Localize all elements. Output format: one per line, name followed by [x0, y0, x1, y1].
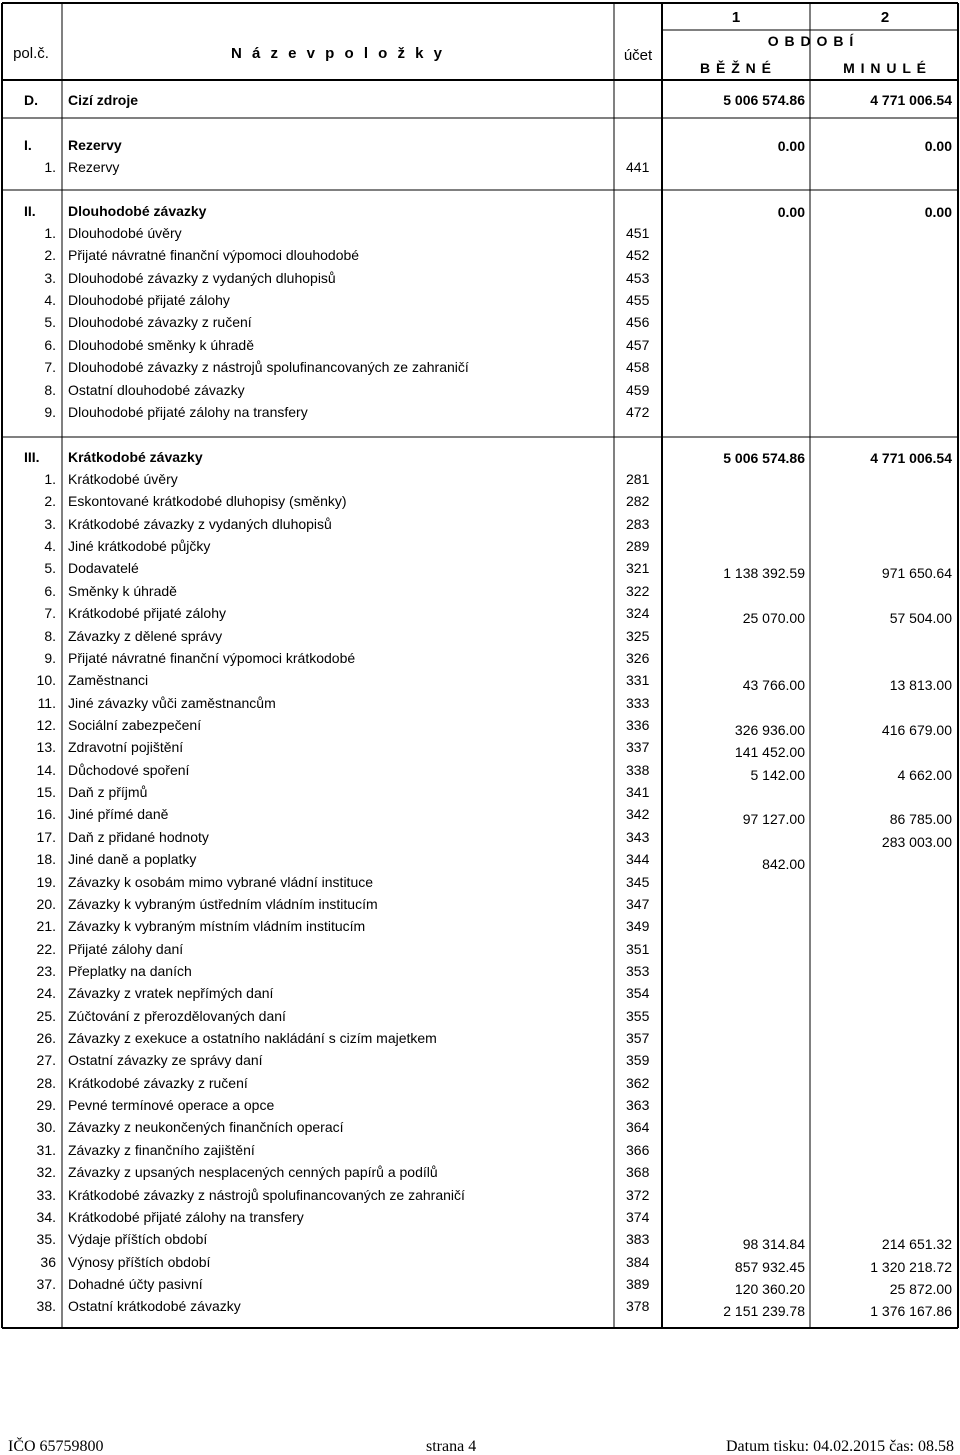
- row-number: 2.: [44, 247, 56, 264]
- row-name: Ostatní krátkodobé závazky: [68, 1298, 241, 1315]
- row-previous-value: 13 813.00: [889, 677, 952, 694]
- row-previous-value: 1 376 167.86: [870, 1303, 952, 1320]
- row-number: 32.: [36, 1164, 56, 1181]
- row-previous-value: 4 662.00: [897, 766, 952, 783]
- row-account: 374: [626, 1208, 650, 1225]
- row-name: Krátkodobé závazky z ručení: [68, 1074, 248, 1091]
- row-number: 31.: [36, 1141, 56, 1158]
- section-title: Rezervy: [68, 137, 122, 153]
- row-previous-value: 214 651.32: [881, 1236, 952, 1253]
- row-account: 281: [626, 471, 650, 487]
- row-previous-value: 86 785.00: [889, 811, 952, 828]
- row-number: 6.: [44, 336, 56, 353]
- row-number: 19.: [36, 873, 56, 890]
- row-number: 34.: [36, 1208, 56, 1225]
- row-name: Přeplatky na daních: [68, 962, 192, 979]
- row-account: 331: [626, 672, 650, 689]
- row-number: 36: [40, 1253, 56, 1270]
- row-account: 343: [626, 828, 650, 845]
- row-number: 8.: [44, 381, 56, 398]
- row-name: Závazky z exekuce a ostatního nakládání s cizím majetkem: [68, 1030, 437, 1046]
- row-account: 336: [626, 717, 650, 733]
- row-account: 333: [626, 694, 650, 711]
- row-number: 9.: [44, 403, 56, 420]
- row-name: Přijaté návratné finanční výpomoci dlouhodobé: [68, 247, 360, 264]
- row-account: 342: [626, 806, 650, 823]
- row-account: 368: [626, 1164, 650, 1181]
- col-name-header: N á z e v p o l o ž k y: [230, 45, 446, 62]
- current-period-header: B Ě Ž N É: [699, 60, 772, 76]
- row-name: Sociální zabezpečení: [68, 717, 202, 733]
- row-number: 26.: [36, 1030, 56, 1046]
- row-account: 366: [626, 1141, 650, 1158]
- row-current-value: 857 932.45: [734, 1258, 805, 1275]
- row-number: 23.: [36, 962, 56, 979]
- previous-period-header: M I N U L É: [843, 60, 927, 76]
- section-title: Krátkodobé závazky: [68, 449, 203, 465]
- row-number: 12.: [36, 717, 56, 733]
- row-account: 347: [626, 895, 650, 912]
- row-name: Dlouhodobé přijaté zálohy: [68, 292, 230, 309]
- row-number: 1.: [44, 225, 56, 241]
- row-number: 4.: [44, 292, 56, 309]
- row-number: 2.: [44, 493, 56, 510]
- col1-number: 1: [731, 9, 741, 26]
- row-previous-value: 971 650.64: [881, 565, 952, 582]
- period-header: O B D O B Í: [767, 33, 855, 49]
- row-current-value: 2 151 239.78: [723, 1303, 805, 1320]
- row-account: 282: [626, 493, 650, 510]
- row-name: Jiné krátkodobé půjčky: [68, 538, 211, 555]
- row-name: Důchodové spoření: [68, 761, 190, 778]
- row-number: 28.: [36, 1074, 56, 1091]
- row-name: Závazky k osobám mimo vybrané vládní instituce: [68, 873, 374, 890]
- row-current-value: 97 127.00: [742, 811, 805, 828]
- row-number: 14.: [36, 761, 56, 778]
- row-account: 322: [626, 582, 650, 599]
- total-code: D.: [24, 92, 38, 108]
- row-name: Dodavatelé: [68, 560, 139, 577]
- row-name: Daň z přidané hodnoty: [68, 828, 209, 845]
- row-number: 37.: [36, 1276, 56, 1292]
- row-account: 351: [626, 940, 650, 957]
- row-number: 5.: [44, 560, 56, 577]
- section-current-value: 5 006 574.86: [723, 450, 805, 466]
- section-current-value: 0.00: [777, 138, 805, 154]
- row-number: 1.: [44, 159, 56, 175]
- row-name: Dlouhodobé úvěry: [68, 225, 182, 241]
- row-number: 25.: [36, 1007, 56, 1024]
- row-account: 326: [626, 649, 650, 666]
- row-account: 362: [626, 1074, 650, 1091]
- row-previous-value: 25 872.00: [889, 1281, 952, 1297]
- row-name: Dlouhodobé závazky z ručení: [68, 314, 252, 331]
- row-previous-value: 1 320 218.72: [870, 1258, 952, 1275]
- row-account: 458: [626, 359, 650, 376]
- row-name: Dlouhodobé přijaté zálohy na transfery: [68, 403, 308, 420]
- row-account: 321: [626, 560, 650, 577]
- section-previous-value: 4 771 006.54: [870, 450, 952, 466]
- row-name: Závazky z dělené správy: [68, 627, 223, 644]
- row-name: Výnosy příštích období: [68, 1253, 211, 1270]
- row-name: Ostatní dlouhodobé závazky: [68, 381, 245, 398]
- total-current: 5 006 574.86: [723, 92, 805, 108]
- row-name: Závazky k vybraným ústředním vládním institucím: [68, 895, 378, 912]
- row-number: 24.: [36, 985, 56, 1002]
- row-account: 349: [626, 918, 650, 935]
- row-number: 22.: [36, 940, 56, 957]
- row-account: 384: [626, 1253, 650, 1270]
- row-name: Dohadné účty pasivní: [68, 1276, 203, 1292]
- row-number: 16.: [36, 806, 56, 823]
- row-current-value: 842.00: [762, 856, 805, 873]
- row-number: 1.: [44, 471, 56, 487]
- row-name: Krátkodobé závazky z nástrojů spolufinancovaných ze zahraničí: [68, 1186, 465, 1203]
- row-number: 3.: [44, 269, 56, 286]
- col2-number: 2: [880, 9, 890, 26]
- row-account: 353: [626, 962, 650, 979]
- row-name: Krátkodobé přijaté zálohy na transfery: [68, 1208, 304, 1225]
- row-previous-value: 57 504.00: [889, 610, 952, 627]
- row-name: Zaměstnanci: [68, 672, 149, 689]
- row-account: 472: [626, 403, 650, 420]
- row-name: Zúčtování z přerozdělovaných daní: [68, 1007, 286, 1024]
- row-current-value: 1 138 392.59: [723, 565, 805, 582]
- row-current-value: 25 070.00: [742, 610, 805, 627]
- section-code: II.: [24, 203, 36, 219]
- section-code: I.: [24, 137, 32, 153]
- row-name: Zdravotní pojištění: [68, 739, 184, 756]
- row-account: 455: [626, 292, 650, 309]
- row-number: 18.: [36, 851, 56, 868]
- row-number: 35.: [36, 1231, 56, 1248]
- row-name: Rezervy: [68, 159, 120, 175]
- row-number: 27.: [36, 1052, 56, 1069]
- row-number: 7.: [44, 359, 56, 376]
- row-number: 5.: [44, 314, 56, 331]
- row-number: 9.: [44, 649, 56, 666]
- row-number: 17.: [36, 828, 56, 845]
- row-account: 459: [626, 381, 650, 398]
- row-number: 3.: [44, 515, 56, 532]
- row-account: 357: [626, 1030, 650, 1046]
- total-name: Cizí zdroje: [68, 92, 139, 108]
- section-previous-value: 0.00: [924, 138, 952, 154]
- row-account: 372: [626, 1186, 650, 1203]
- row-name: Krátkodobé úvěry: [68, 471, 178, 487]
- row-name: Jiné daně a poplatky: [68, 851, 197, 868]
- row-account: 451: [626, 225, 650, 241]
- row-previous-value: 283 003.00: [881, 833, 952, 850]
- row-number: 7.: [44, 605, 56, 622]
- row-name: Dlouhodobé směnky k úhradě: [68, 336, 255, 353]
- row-account: 354: [626, 985, 650, 1002]
- row-current-value: 120 360.20: [734, 1281, 805, 1297]
- col-account-header: účet: [623, 47, 653, 64]
- row-name: Závazky z vratek nepřímých daní: [68, 985, 274, 1002]
- row-name: Pevné termínové operace a opce: [68, 1097, 275, 1114]
- row-number: 20.: [36, 895, 56, 912]
- row-account: 341: [626, 784, 650, 800]
- section-title: Dlouhodobé závazky: [68, 203, 207, 219]
- row-name: Přijaté zálohy daní: [68, 940, 184, 957]
- footer-page: strana 4: [426, 1438, 477, 1455]
- footer-ico: IČO 65759800: [8, 1438, 104, 1455]
- row-account: 378: [626, 1298, 650, 1315]
- row-account: 453: [626, 269, 650, 286]
- row-current-value: 43 766.00: [742, 677, 805, 694]
- row-name: Krátkodobé závazky z vydaných dluhopisů: [68, 515, 332, 532]
- row-name: Eskontované krátkodobé dluhopisy (směnky): [68, 493, 347, 510]
- row-number: 13.: [36, 739, 56, 756]
- row-account: 383: [626, 1231, 650, 1248]
- row-account: 283: [626, 515, 650, 532]
- section-previous-value: 0.00: [924, 204, 952, 220]
- row-number: 8.: [44, 627, 56, 644]
- row-current-value: 141 452.00: [734, 744, 805, 761]
- row-name: Dlouhodobé závazky z vydaných dluhopisů: [68, 269, 336, 286]
- row-number: 11.: [37, 694, 56, 711]
- row-name: Jiné přímé daně: [68, 806, 169, 823]
- section-current-value: 0.00: [777, 204, 805, 220]
- row-account: 456: [626, 314, 650, 331]
- row-number: 4.: [44, 538, 56, 555]
- row-account: 345: [626, 873, 650, 890]
- section-code: III.: [24, 449, 40, 465]
- row-account: 289: [626, 538, 650, 555]
- col-number-header: pol.č.: [13, 45, 49, 62]
- row-current-value: 98 314.84: [742, 1236, 805, 1253]
- row-account: 338: [626, 761, 650, 778]
- row-account: 324: [626, 605, 650, 622]
- row-current-value: 5 142.00: [750, 766, 805, 783]
- footer-print-date: Datum tisku: 04.02.2015 čas: 08.58: [726, 1438, 954, 1455]
- row-account: 363: [626, 1097, 650, 1114]
- row-account: 457: [626, 336, 650, 353]
- row-account: 452: [626, 247, 650, 264]
- row-number: 30.: [36, 1119, 56, 1136]
- row-name: Směnky k úhradě: [68, 582, 177, 599]
- row-name: Výdaje příštích období: [68, 1231, 208, 1248]
- row-name: Závazky z neukončených finančních operací: [68, 1119, 344, 1136]
- row-number: 21.: [36, 918, 56, 935]
- row-name: Závazky k vybraným místním vládním institucím: [68, 918, 366, 935]
- row-name: Ostatní závazky ze správy daní: [68, 1052, 263, 1069]
- row-previous-value: 416 679.00: [881, 722, 952, 738]
- row-account: 359: [626, 1052, 650, 1069]
- row-account: 355: [626, 1007, 650, 1024]
- row-number: 10.: [36, 672, 56, 689]
- row-account: 364: [626, 1119, 650, 1136]
- row-account: 344: [626, 851, 650, 868]
- row-name: Přijaté návratné finanční výpomoci krátkodobé: [68, 649, 356, 666]
- row-account: 389: [626, 1276, 650, 1292]
- total-previous: 4 771 006.54: [870, 92, 952, 108]
- row-account: 325: [626, 627, 650, 644]
- row-name: Závazky z upsaných nesplacených cenných papírů a podílů: [68, 1164, 438, 1181]
- row-name: Jiné závazky vůči zaměstnancům: [68, 694, 276, 711]
- row-number: 6.: [44, 582, 56, 599]
- row-number: 29.: [36, 1097, 56, 1114]
- row-number: 15.: [36, 784, 56, 800]
- row-account: 337: [626, 739, 650, 756]
- row-name: Daň z příjmů: [68, 784, 148, 800]
- row-account: 441: [626, 159, 650, 175]
- row-number: 38.: [36, 1298, 56, 1315]
- row-name: Dlouhodobé závazky z nástrojů spolufinancovaných ze zahraničí: [68, 359, 469, 376]
- row-name: Krátkodobé přijaté zálohy: [68, 605, 226, 622]
- row-current-value: 326 936.00: [734, 722, 805, 738]
- row-name: Závazky z finančního zajištění: [68, 1141, 255, 1158]
- row-number: 33.: [36, 1186, 56, 1203]
